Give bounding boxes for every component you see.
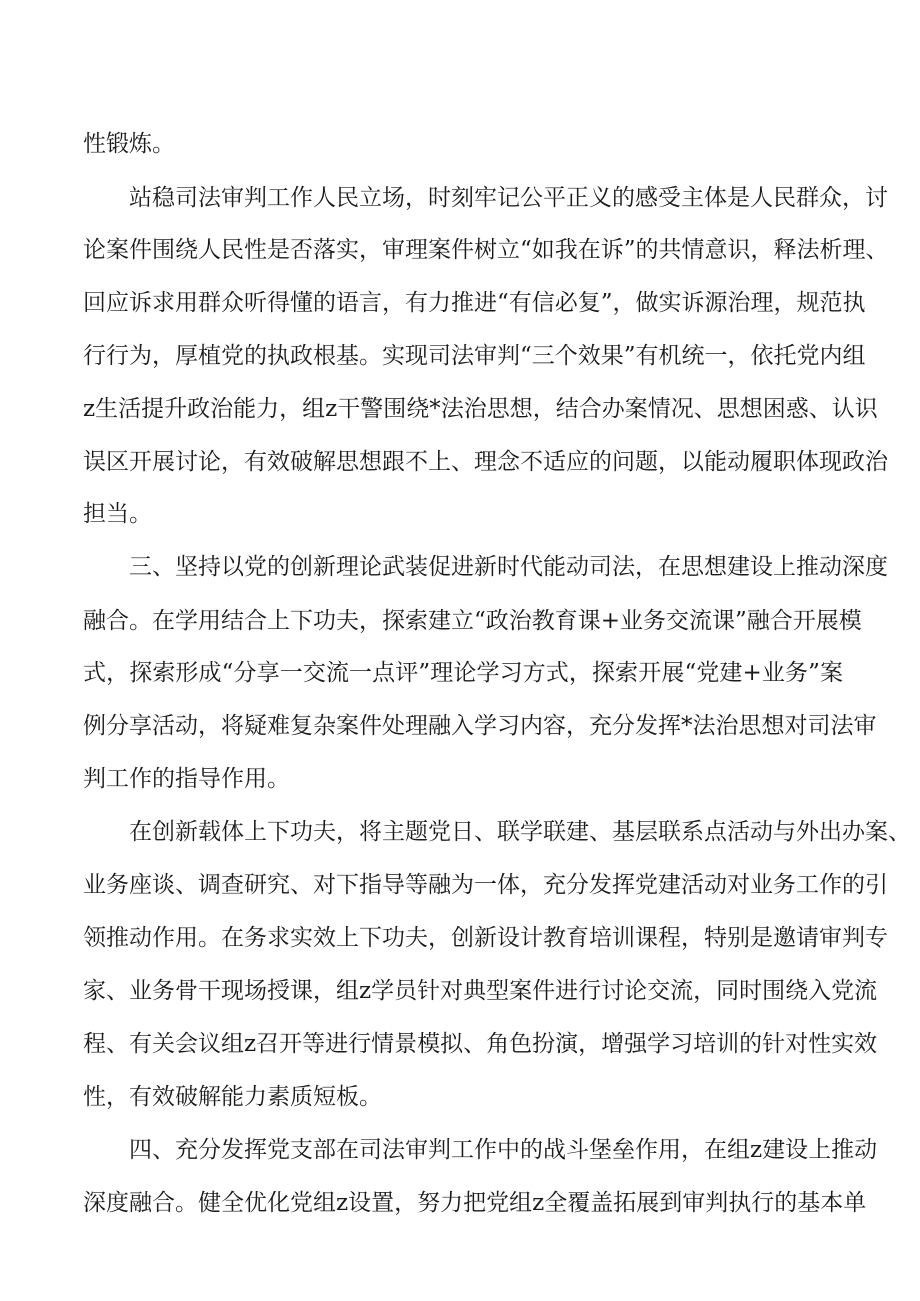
text-line: 误区开展讨论，有效破解思想跟不上、理念不适应的问题，以能动履职体现政治 [83,449,888,475]
text-line: 担当。 [83,501,152,527]
text-line: 判工作的指导作用。 [83,766,290,792]
text-line: 程、有关会议组z召开等进行情景模拟、角色扮演，增强学习培训的针对性实效 [83,1031,878,1057]
text-line: 融合。在学用结合上下功夫，探索建立“政治教育课+业务交流课”融合开展模 [83,608,862,634]
text-line: 站稳司法审判工作人民立场，时刻牢记公平正义的感受主体是人民群众，讨 [83,185,888,211]
text-line: 性，有效破解能力素质短板。 [83,1084,382,1110]
text-line: 行行为，厚植党的执政根基。实现司法审判“三个效果”有机统一，依托党内组 [83,343,866,369]
text-line: z生活提升政治能力，组z干警围绕*法治思想，结合办案情况、思想困惑、认识 [83,396,878,422]
text-line: 四、充分发挥党支部在司法审判工作中的战斗堡垒作用，在组z建设上推动 [83,1137,878,1163]
text-line: 性锻炼。 [83,131,175,157]
text-line: 三、坚持以党的创新理论武装促进新时代能动司法，在思想建设上推动深度 [83,554,888,580]
text-line: 回应诉求用群众听得懂的语言，有力推进“有信必复”，做实诉源治理，规范执 [83,290,866,316]
text-line: 例分享活动，将疑难复杂案件处理融入学习内容，充分发挥*法治思想对司法审 [83,713,877,739]
text-line: 在创新载体上下功夫，将主题党日、联学联建、基层联系点活动与外出办案、 [83,819,911,845]
text-line: 领推动作用。在务求实效上下功夫，创新设计教育培训课程，特别是邀请审判专 [83,925,888,951]
text-line: 深度融合。健全优化党组z设置，努力把党组z全覆盖拓展到审判执行的基本单 [83,1190,867,1216]
text-line: 家、业务骨干现场授课，组z学员针对典型案件进行讨论交流，同时围绕入党流 [83,978,878,1004]
text-line: 式，探索形成“分享一交流一点评”理论学习方式，探索开展“党建+业务”案 [83,660,843,686]
text-line: 论案件围绕人民性是否落实，审理案件树立“如我在诉”的共情意识，释法析理、 [83,237,889,263]
text-line: 业务座谈、调查研究、对下指导等融为一体，充分发挥党建活动对业务工作的引 [83,872,888,898]
